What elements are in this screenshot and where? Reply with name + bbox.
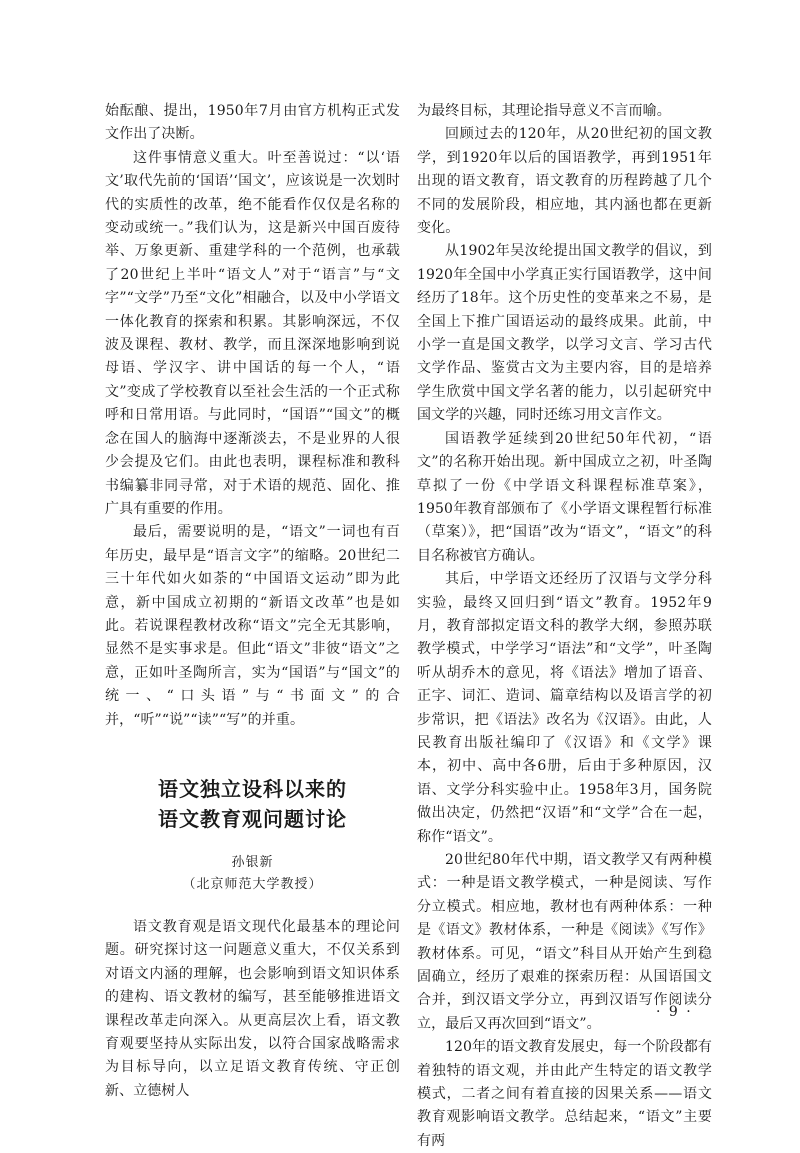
paragraph: 其后，中学语文还经历了汉语与文学分科实验，最终又回归到“语文”教育。1952年9月，教育部拟定语文科的教学大纲，参照苏联教学模式，中学学习“语法”和“文学”，叶圣陶听从胡乔木的意见，将《语法》增加了语音、正字、词汇、造词、篇章结构以及语言学的初步常识，把《语法》改名为《汉语》。由此，人民教育出版社编印了《汉语》和《文学》课本，初中、高中各6册，后由于多种原因，汉语、文学分科实验中止。1958年3月，国务院做出决定，仍然把“汉语”和“文学”合在一起，称作“语文”。 (417, 571, 712, 845)
paragraph: 为最终目标，其理论指导意义不言而喻。 (417, 103, 671, 119)
paragraph: 语文教育观是语文现代化最基本的理论问题。研究探讨这一问题意义重大，不仅关系到对语文内涵的理解，也会影响到语文知识体系的建构、语文教材的编写，甚至能够推进语文课程改革走向深入。从更高层次上看，语文教育观要坚持从实际出发，以符合国家战略需求为目标导向，以立足语文教育传统、守正创新、立德树人 (105, 918, 400, 1099)
paragraph: 国语教学延续到20世纪50年代初，“语文”的名称开始出现。新中国成立之初，叶圣陶草拟了一份《中学语文科课程标准草案》，1950年教育部颁布了《小学语文课程暂行标准（草案）》，把“国语”改为“语文”，“语文”的科目名称被官方确认。 (417, 430, 712, 564)
paragraph: 始酝酿、提出，1950年7月由官方机构正式发文作出了决断。 (105, 103, 400, 143)
left-column (105, 100, 400, 1103)
paragraph: 从1902年吴汝纶提出国文教学的倡议，到1920年全国中小学真正实行国语教学，这中间经历了18年。这个历史性的变革来之不易，是全国上下推广国语运动的最终成果。此前，中小学一直是国文教学，以学习文言、学习古代文学作品、鉴赏古文为主要内容，目的是培养学生欣赏中国文学名著的能力，以引起研究中国文学的兴趣，同时还练习用文言作文。 (417, 243, 712, 424)
author-name: 孙银新 (231, 854, 274, 870)
paragraph: 最后，需要说明的是，“语文”一词也有百年历史，最早是“语言文字”的缩略。20世纪二三十年代如火如荼的“中国语文运动”即为此意，新中国成立初期的“新语文改革”也是如此。若说课程教材改称“语文”完全无其影响，显然不是实事求是。但此“语文”非彼“语文”之意，正如叶圣陶所言，实为“国语”与“国文”的统一、“口头语”与“书面文”的合并，“听”“说”“读”“写”的并重。 (105, 524, 400, 728)
page-number: · 9 · (656, 1004, 693, 1020)
paragraph: 20世纪80年代中期，语文教学又有两种模式：一种是语文教学模式，一种是阅读、写作分立模式。相应地，教材也有两种体系：一种是《语文》教材体系，一种是《阅读》《写作》教材体系。可见，“语文”科目从开始产生到稳固确立，经历了艰难的探索历程：从国语国文合并，到汉语文学分立，再到汉语写作阅读分立，最后又再次回到“语文”。 (417, 852, 712, 1032)
author-affiliation: （北京师范大学教授） (182, 876, 323, 892)
right-column (417, 100, 712, 1153)
paragraph: 回顾过去的120年，从20世纪初的国文教学，到1920年以后的国语教学，再到1951年出现的语文教育，语文教育的历程跨越了几个不同的发展阶段，相应地，其内涵也都在更新变化。 (417, 126, 712, 237)
article-title-line-2: 语文教育观问题讨论 (158, 806, 347, 831)
paragraph: 这件事情意义重大。叶至善说过：“以‘语文’取代先前的‘国语’‘国文’，应该说是一次划时代的实质性的改革，绝不能看作仅仅是名称的变动或统一。”我们认为，这是新兴中国百废待举、万象更新、重建学科的一个范例，也承载了20世纪上半叶“语文人”对于“语言”与“文字”“文学”乃至“文化”相融合，以及中小学语文一体化教育的探索和积累。其影响深远，不仅波及课程、教材、教学，而且深深地影响到说母语、学汉字、讲中国话的每一个人，“语文”变成了学校教育以至社会生活的一个正式称呼和日常用语。与此同时，“国语”“国文”的概念在国人的脑海中逐渐淡去，不是业界的人很少会提及它们。由此也表明，课程标准和教科书编纂非同寻常，对于术语的规范、固化、推广具有重要的作用。 (105, 149, 400, 517)
article-title-line-1: 语文独立设科以来的 (158, 776, 347, 801)
article-heading (105, 774, 400, 896)
paragraph: 120年的语文教育发展史，每一个阶段都有着独特的语文观，并由此产生特定的语文教学模式，二者之间有着直接的因果关系——语文教育观影响语文教学。总结起来，“语文”主要有两 (417, 1039, 712, 1149)
